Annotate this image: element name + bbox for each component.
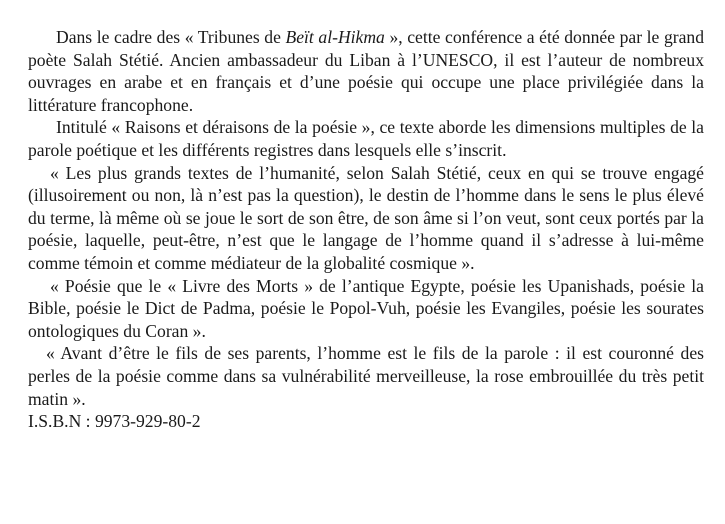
institution-name: Beït al-Hikma bbox=[285, 27, 385, 47]
quote-great-texts: « Les plus grands textes de l’humanité, selon Salah Stétié, ceux en qui se trouve engagé (illusoirement ou non, là n’est pas la question), le destin de l’homme dans le sens le plus élevé du terme, là même où se joue le sort de son être, de son âme si l’on veut, sont ceux portés par la poésie, laquelle, peut-être, n’est que le langage de l’homme quand il s’adresse à lui-même comme témoin et comme médiateur de la globalité cosmique ». bbox=[28, 162, 704, 273]
paragraph-summary: Intitulé « Raisons et déraisons de la poésie », ce texte aborde les dimensions multiples de la parole poétique et les différents registres dans lesquels elle s’inscrit. bbox=[28, 117, 704, 160]
quote-poetry-list: « Poésie que le « Livre des Morts » de l’antique Egypte, poésie les Upanishads, poésie la Bible, poésie le Dict de Padma, poésie le Popol-Vuh, poésie les Evangiles, poésie les sourates ontologiques du Coran ». bbox=[28, 275, 704, 341]
back-cover-text bbox=[28, 26, 704, 433]
paragraph-intro-start: Dans le cadre des « Tribunes de bbox=[56, 27, 286, 47]
quote-son-of-the-word: « Avant d’être le fils de ses parents, l’homme est le fils de la parole : il est couronné des perles de la poésie comme dans sa vulnérabilité merveilleuse, la rose embrouillée du très petit matin ». bbox=[28, 343, 704, 409]
isbn-line: I.S.B.N : 9973-929-80-2 bbox=[28, 411, 201, 432]
paragraph-intro bbox=[28, 26, 704, 116]
paragraph-intro-end: », cette conférence a été donnée par le grand poète Salah Stétié. Ancien ambassadeur du Liban à l’UNESCO, il est l’auteur de nombreux ouvrages en arabe et en français et d’une poésie qui occupe une place privilégiée dans la littérature francophone. bbox=[28, 27, 704, 115]
